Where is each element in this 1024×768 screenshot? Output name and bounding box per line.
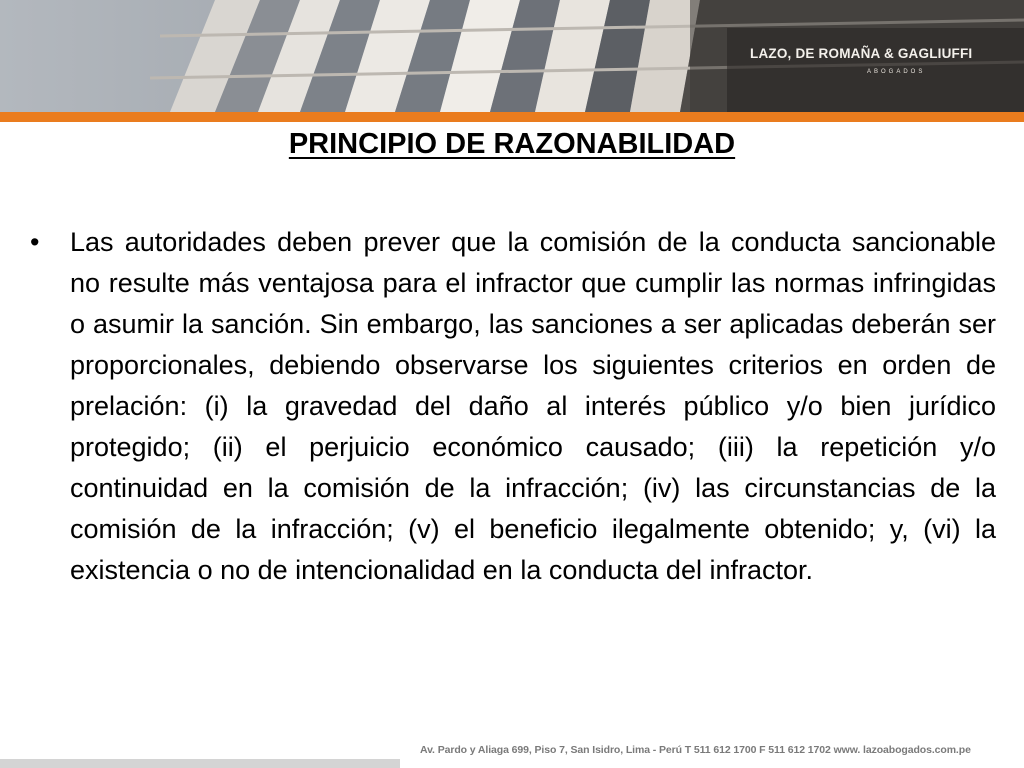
logo-name: LAZO, DE ROMAÑA & GAGLIUFFI: [750, 46, 973, 61]
bullet-text: Las autoridades deben prever que la comisión de la conducta sancionable no resulte más ventajosa para el infractor que cumplir las normas infringidas o asumir la sanción. Sin embargo, las sanciones a ser aplicadas deberán ser proporcionales, debiendo observarse los siguientes criterios en orden de prelación: (i) la gravedad del daño al interés público y/o bien jurídico protegido; (ii) el perjuicio económico causado; (iii) la repetición y/o continuidad en la comisión de la infracción; (iv) las circunstancias de la comisión de la infracción; (v) el beneficio ilegalmente obtenido; y, (vi) la existencia o no de intencionalidad en la conducta del infractor.: [70, 227, 996, 585]
accent-bar: [0, 112, 1024, 122]
logo-tagline: ABOGADOS: [867, 69, 926, 75]
footer-bar: [0, 759, 400, 768]
list-item: [22, 222, 996, 591]
footer-contact: Av. Pardo y Aliaga 699, Piso 7, San Isidro, Lima - Perú T 511 612 1700 F 511 612 1702 www. lazoabogados.com.pe: [420, 744, 971, 756]
bullet-list: [22, 222, 996, 591]
header-banner: [0, 0, 1024, 112]
bullet-icon: •: [30, 227, 40, 257]
slide-title: PRINCIPIO DE RAZONABILIDAD: [288, 128, 736, 160]
firm-logo: [727, 28, 1024, 112]
